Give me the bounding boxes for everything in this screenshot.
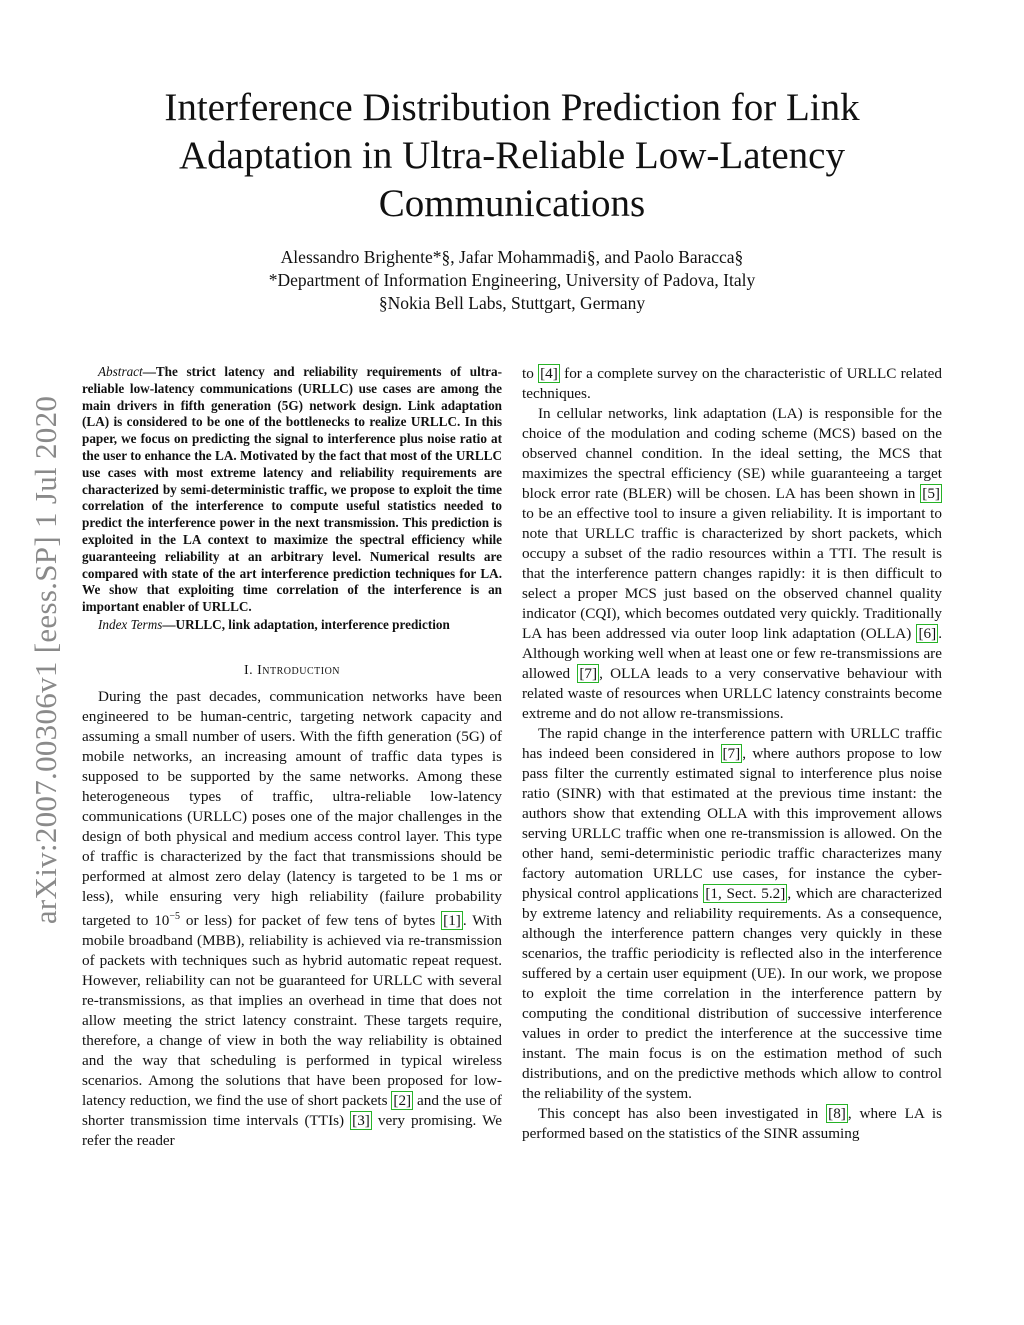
text-run: , OLLA leads to a very conservative behaviour with related waste of resources when URLLC latency constraints become extreme and do not allow re-transmissions. (522, 665, 942, 722)
text-run: for a complete survey on the characteristic of URLLC related techniques. (522, 365, 942, 402)
index-terms-heading: Index Terms (98, 616, 163, 632)
citation-link-6[interactable]: [6] (918, 625, 937, 642)
abstract-heading: Abstract (98, 364, 143, 379)
text-run: . With mobile broadband (MBB), reliability is achieved via re-transmission of packets with techniques such as hybrid automatic repeat request. However, reliability can not be guaranteed for URLLC with several re-transmissions, as that implies an overhead in time that does not allow meeting the strict latency constraint. These targets require, therefore, a change of view in both the way reliability is obtained and the way that scheduling is performed in typical wireless scenarios. Among the solutions that have been proposed for low-latency reduction, we find the use of short packets (82, 911, 503, 1109)
intro-paragraph-4 (522, 1104, 942, 1144)
intro-paragraph-1 (82, 687, 502, 1151)
text-run: . Although working well when at least one or few re-transmissions are allowed (522, 625, 942, 682)
citation-link-5[interactable]: [5] (922, 485, 940, 502)
text-run: In cellular networks, link adaptation (LA) is responsible for the choice of the modulation and coding scheme (MCS) based on the observed channel condition. In the ideal setting, the MCS that maximizes the spectral efficiency (SE) while guaranteeing a target block error rate (BLER) will be chosen. LA has been shown in (522, 405, 942, 502)
text-run: During the past decades, communication networks have been engineered to be human-centric, targeting network capacity and assuming a small number of users. With the fifth generation (5G) of mobile networks, an increasing amount of traffic data types is supposed to be supported by the same networks. Among these heterogeneous types of traffic, ultra-reliable low-latency communications (URLLC) poses one of the major challenges in the design of both physical and medium access control layer. This type of traffic is characterized by the fact that transmissions should be performed at almost zero delay (latency is targeted to be 1 ms or less), while ensuring very high reliability (failure probability targeted to (82, 687, 502, 929)
section-heading-introduction: I. Introduction (243, 662, 341, 678)
text-run: This concept has also been investigated in (538, 1105, 827, 1122)
citation-link-7b[interactable]: [7] (722, 745, 741, 762)
index-terms (82, 616, 502, 633)
affiliation-padova: *Department of Information Engineering, University of Padova, Italy (268, 270, 756, 290)
text-run: or less) for packet of few tens of bytes (180, 911, 442, 929)
right-column (522, 364, 942, 1144)
arxiv-stamp: arXiv:2007.00306v1 [eess.SP] 1 Jul 2020 (28, 395, 63, 925)
text-run: and the use of shorter transmission time intervals (TTIs) (82, 1091, 502, 1129)
citation-link-1b[interactable]: [1, Sect. 5.2] (705, 885, 786, 902)
citation-link-3[interactable]: [3] (352, 1111, 370, 1129)
intro-paragraph-3 (522, 724, 942, 1104)
citation-link-1[interactable]: [1] (443, 911, 461, 929)
citation-link-4[interactable]: [4] (540, 365, 558, 382)
paper-title: Interference Distribution Prediction for Link Adaptation in Ultra-Reliable Low-Latency Communications (164, 86, 860, 225)
text-run: , where LA is performed based on the statistics of the SINR assuming (522, 1105, 943, 1142)
author-names: Alessandro Brighente*§, Jafar Mohammadi§, and Paolo Baracca§ (280, 247, 744, 267)
abstract-text: —The strict latency and reliability requirements of ultra-reliable low-latency communications (URLLC) use cases are among the main drivers in fifth generation (5G) network design. Link adaptation (LA) is considered to be one of the bottlenecks to realize URLLC. In this paper, we focus on predicting the signal to interference plus noise ratio at the user to enhance the LA. Motivated by the fact that most of the URLLC use cases with most extreme latency and reliability requirements are characterized by semi-deterministic traffic, we propose to exploit the time correlation of the interference to compute useful statistics needed to predict the interference power in the next transmission. This prediction is exploited in the LA context to maximize the spectral efficiency while guaranteeing reliability at an arbitrary level. Numerical results are compared with state of the art interference prediction techniques for LA. We show that exploiting time correlation of the interference is an important enabler of URLLC. (82, 364, 502, 615)
citation-link-8[interactable]: [8] (828, 1105, 846, 1122)
citation-link-2[interactable]: [2] (393, 1091, 412, 1109)
affiliation-nokia: §Nokia Bell Labs, Stuttgart, Germany (378, 293, 646, 313)
text-run: to (522, 365, 539, 382)
left-column (82, 364, 502, 1151)
text-run: to be an effective tool to insure a given reliability. It is important to note that URLLC traffic is characterized by short packets, which occupy a subset of the radio resources within a TTI. The result is that the interference pattern changes rapidly: it is then difficult to select a proper MCS just based on the observed channel quality indicator (CQI), which becomes outdated very quickly. Traditionally LA has been addressed via outer loop link adaptation (OLLA) (522, 505, 942, 642)
author-block (120, 246, 904, 315)
text-run: , where authors propose to low pass filter the currently estimated signal to interference plus noise ratio (SINR) with that estimated at the previous time instant: the authors show that extending OLLA with this improvement allows serving URLLC traffic when one re-transmission is allowed. On the other hand, semi-deterministic periodic traffic characterizes many factory automation URLLC use cases, for instance the cyber-physical control applications (522, 745, 942, 902)
index-terms-text: —URLLC, link adaptation, interference prediction (162, 616, 450, 632)
citation-link-7[interactable]: [7] (579, 665, 598, 682)
abstract (82, 364, 502, 616)
text-run: very promising. We refer the reader (82, 1111, 502, 1149)
text-run: , which are characterized by extreme latency and reliability requirements. As a consequence, although the interference pattern changes very quickly in these scenarios, the traffic periodicity is reflected also in the interference suffered by a certain user equipment (UE). In our work, we propose to exploit the time correlation in the interference pattern by computing the conditional distribution of successive interference values in order to predict the interference at the successive time instant. The main focus is on the estimation method of such distributions, and on the predictive methods which allow to control the reliability of the system. (522, 885, 942, 1102)
intro-paragraph-2 (522, 404, 942, 724)
exponent: −5 (169, 910, 181, 922)
text-run: The rapid change in the interference pattern with URLLC traffic has indeed been considered in (522, 725, 942, 762)
intro-paragraph-1-continued (522, 364, 942, 404)
exponent-base: 10 (154, 911, 170, 929)
